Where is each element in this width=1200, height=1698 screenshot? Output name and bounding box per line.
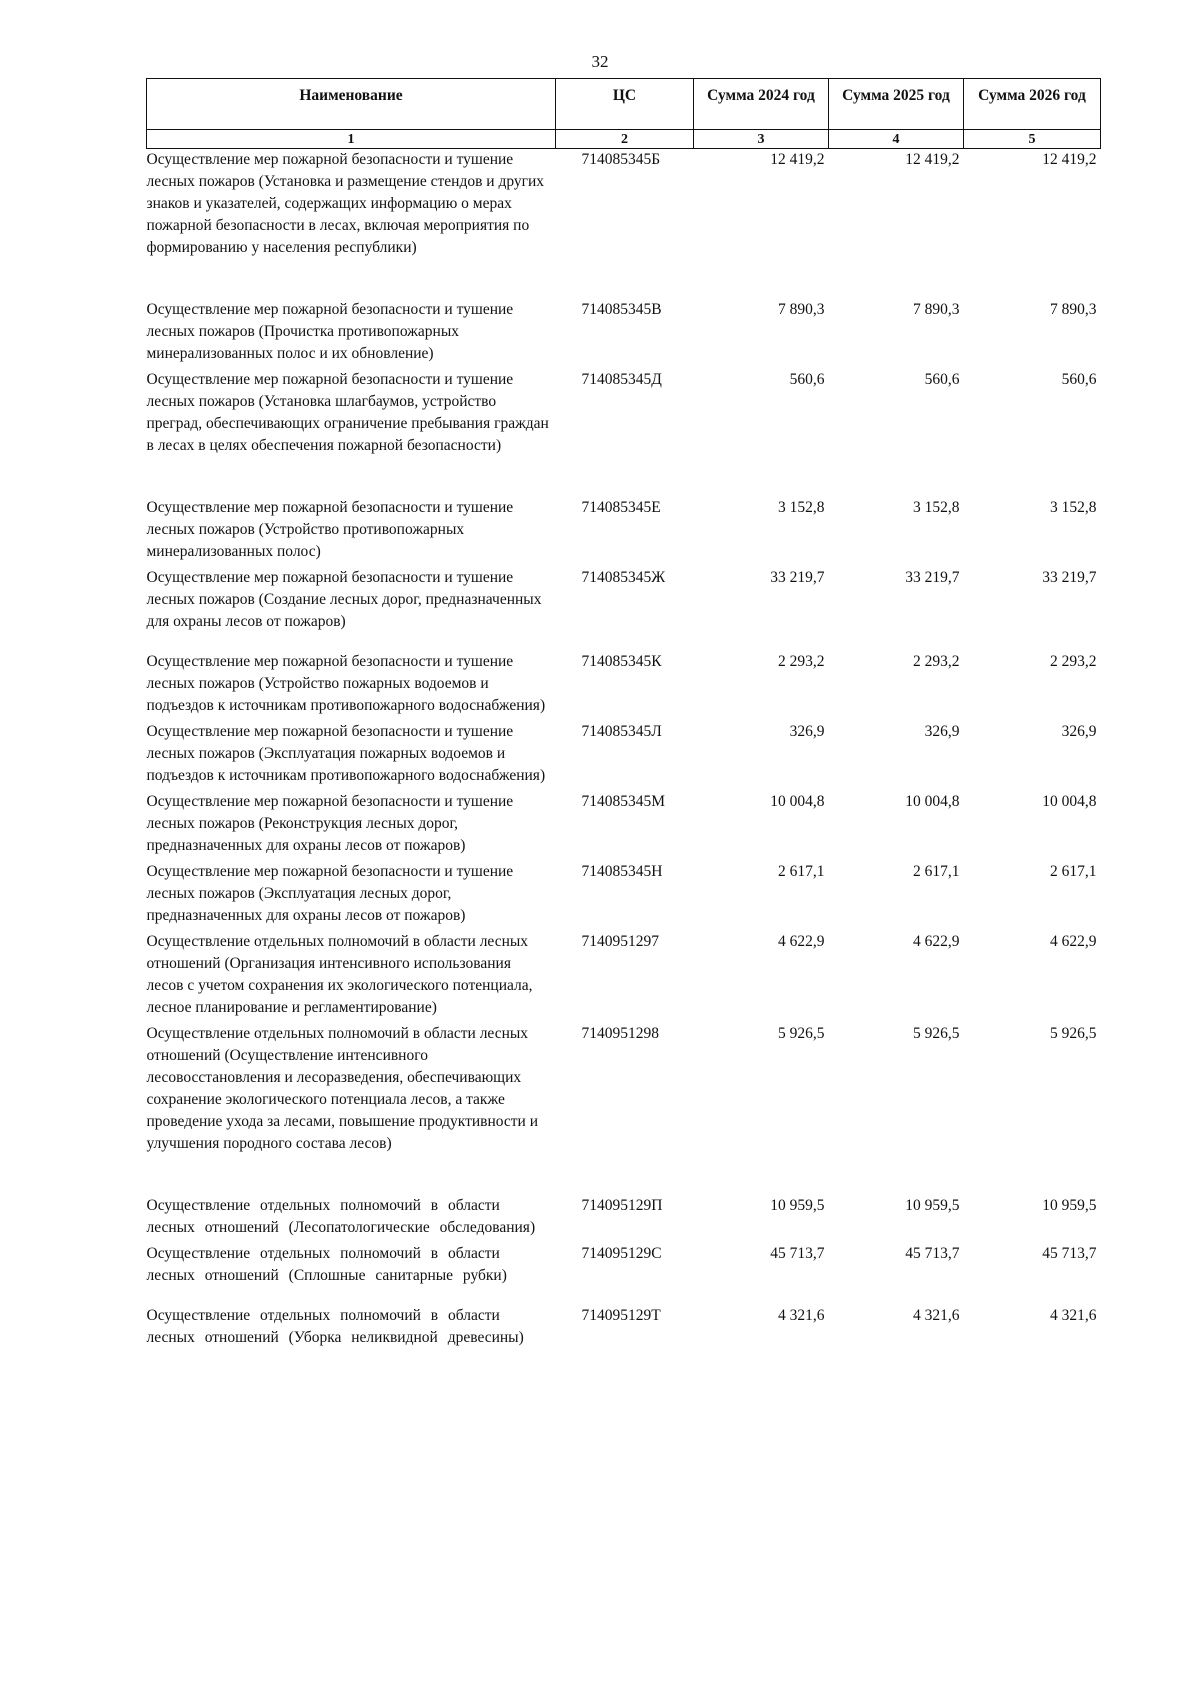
row-sum-2026: 4 321,6 (1050, 1307, 1097, 1324)
row-sum-2024: 560,6 (789, 371, 825, 388)
row-sum-2024: 12 419,2 (770, 151, 825, 168)
row-sum-2024: 10 004,8 (770, 793, 825, 810)
row-sum-2025: 10 004,8 (905, 793, 960, 810)
row-cs-code: 714085345Н (581, 863, 663, 880)
row-cs-code: 714085345Д (581, 371, 662, 388)
row-name: Осуществление мер пожарной безопасности и тушение лесных пожаров (Устройство пожарных водоемов и подъездов к источникам противопожарного водоснабжения) (146, 653, 546, 714)
row-sum-2026: 10 004,8 (1042, 793, 1097, 810)
row-sum-2025: 12 419,2 (905, 151, 960, 168)
header-sum-2025: Сумма 2025 год (829, 79, 964, 130)
table-row (147, 567, 1101, 651)
row-sum-2026: 33 219,7 (1042, 569, 1097, 586)
row-sum-2024: 2 293,2 (778, 653, 825, 670)
row-sum-2024: 10 959,5 (770, 1197, 825, 1214)
row-sum-2025: 4 622,9 (913, 933, 960, 950)
row-cs-code: 714095129С (581, 1245, 662, 1262)
row-cs-code: 714095129Т (581, 1307, 661, 1324)
header-sum-2024: Сумма 2024 год (694, 79, 829, 130)
row-sum-2024: 7 890,3 (778, 301, 825, 318)
row-name: Осуществление мер пожарной безопасности и тушение лесных пожаров (Эксплуатация пожарных водоемов и подъездов к источникам противопожарного водоснабжения) (146, 723, 546, 784)
row-sum-2025: 7 890,3 (913, 301, 960, 318)
row-sum-2025: 2 293,2 (913, 653, 960, 670)
row-sum-2025: 3 152,8 (913, 499, 960, 516)
row-cs-code: 714085345Б (581, 151, 661, 168)
row-sum-2025: 10 959,5 (905, 1197, 960, 1214)
table-row (147, 497, 1101, 567)
row-name: Осуществление отдельных полномочий в области лесных отношений (Лесопатологические обследования) (146, 1197, 536, 1236)
column-number: 5 (964, 130, 1101, 149)
row-sum-2026: 7 890,3 (1050, 301, 1097, 318)
row-sum-2026: 560,6 (1061, 371, 1097, 388)
table-row (147, 149, 1101, 300)
table-row (147, 1023, 1101, 1195)
row-sum-2026: 5 926,5 (1050, 1025, 1097, 1042)
budget-table (146, 78, 1101, 1349)
row-sum-2024: 2 617,1 (778, 863, 825, 880)
column-number: 4 (829, 130, 964, 149)
table-row (147, 1243, 1101, 1305)
row-name: Осуществление отдельных полномочий в области лесных отношений (Организация интенсивного использования лесов с учетом сохранения их экологического потенциала, лесное планирование и регламентирование) (146, 933, 533, 1016)
row-cs-code: 714085345Л (581, 723, 662, 740)
row-sum-2026: 10 959,5 (1042, 1197, 1097, 1214)
row-sum-2026: 326,9 (1061, 723, 1097, 740)
column-number-row (147, 130, 1101, 149)
row-name: Осуществление отдельных полномочий в области лесных отношений (Сплошные санитарные рубки) (146, 1245, 507, 1284)
row-sum-2025: 2 617,1 (913, 863, 960, 880)
row-sum-2024: 5 926,5 (778, 1025, 825, 1042)
table-row (147, 1305, 1101, 1349)
row-name: Осуществление мер пожарной безопасности и тушение лесных пожаров (Прочистка противопожарных минерализованных полос и их обновление) (146, 301, 514, 362)
row-sum-2024: 3 152,8 (778, 499, 825, 516)
row-sum-2025: 326,9 (924, 723, 960, 740)
page-number: 32 (591, 52, 609, 71)
row-name: Осуществление отдельных полномочий в области лесных отношений (Уборка неликвидной древесины) (146, 1307, 524, 1346)
row-sum-2025: 560,6 (924, 371, 960, 388)
row-cs-code: 714085345Е (581, 499, 661, 516)
row-sum-2024: 45 713,7 (770, 1245, 825, 1262)
row-sum-2024: 4 321,6 (778, 1307, 825, 1324)
table-row (147, 931, 1101, 1023)
row-sum-2026: 45 713,7 (1042, 1245, 1097, 1262)
row-sum-2024: 326,9 (789, 723, 825, 740)
table-row (147, 721, 1101, 791)
header-cs: ЦС (556, 79, 694, 130)
column-number: 1 (147, 130, 556, 149)
row-sum-2026: 3 152,8 (1050, 499, 1097, 516)
table-row (147, 651, 1101, 721)
row-sum-2026: 4 622,9 (1050, 933, 1097, 950)
row-name: Осуществление мер пожарной безопасности и тушение лесных пожаров (Эксплуатация лесных дорог, предназначенных для охраны лесов от пожаров) (146, 863, 514, 924)
row-cs-code: 7140951298 (581, 1025, 659, 1042)
row-cs-code: 714085345Ж (581, 569, 666, 586)
table-row (147, 791, 1101, 861)
column-number: 2 (556, 130, 694, 149)
row-sum-2024: 33 219,7 (770, 569, 825, 586)
row-sum-2026: 12 419,2 (1042, 151, 1097, 168)
row-sum-2025: 5 926,5 (913, 1025, 960, 1042)
row-sum-2025: 45 713,7 (905, 1245, 960, 1262)
row-name: Осуществление мер пожарной безопасности и тушение лесных пожаров (Установка шлагбаумов, устройство преград, обеспечивающих ограничение пребывания граждан в лесах в целях обеспечения пожарной безопасности) (146, 371, 549, 454)
row-sum-2025: 33 219,7 (905, 569, 960, 586)
row-name: Осуществление мер пожарной безопасности и тушение лесных пожаров (Устройство противопожарных минерализованных полос) (146, 499, 514, 560)
row-name: Осуществление мер пожарной безопасности и тушение лесных пожаров (Реконструкция лесных дорог, предназначенных для охраны лесов от пожаров) (146, 793, 514, 854)
table-row (147, 369, 1101, 497)
header-name: Наименование (147, 79, 556, 130)
row-name: Осуществление отдельных полномочий в области лесных отношений (Осуществление интенсивного лесовосстановления и лесоразведения, обеспечивающих сохранение экологического потенциала лесов, а также проведение ухода за лесами, повышение продуктивности и улучшения породного состава лесов) (146, 1025, 539, 1152)
table-row (147, 861, 1101, 931)
header-sum-2026: Сумма 2026 год (964, 79, 1101, 130)
table-row (147, 1195, 1101, 1243)
row-cs-code: 714085345К (581, 653, 662, 670)
column-number: 3 (694, 130, 829, 149)
row-name: Осуществление мер пожарной безопасности и тушение лесных пожаров (Установка и размещение стендов и других знаков и указателей, содержащих информацию о мерах пожарной безопасности в лесах, включая мероприятия по формированию у населения республики) (146, 151, 545, 256)
row-cs-code: 714085345М (581, 793, 666, 810)
table-header-row (147, 79, 1101, 130)
row-sum-2026: 2 617,1 (1050, 863, 1097, 880)
row-name: Осуществление мер пожарной безопасности и тушение лесных пожаров (Создание лесных дорог, предназначенных для охраны лесов от пожаров) (146, 569, 542, 630)
row-cs-code: 714095129П (581, 1197, 663, 1214)
row-sum-2025: 4 321,6 (913, 1307, 960, 1324)
row-cs-code: 7140951297 (581, 933, 659, 950)
row-sum-2024: 4 622,9 (778, 933, 825, 950)
table-row (147, 299, 1101, 369)
row-sum-2026: 2 293,2 (1050, 653, 1097, 670)
row-cs-code: 714085345В (581, 301, 662, 318)
